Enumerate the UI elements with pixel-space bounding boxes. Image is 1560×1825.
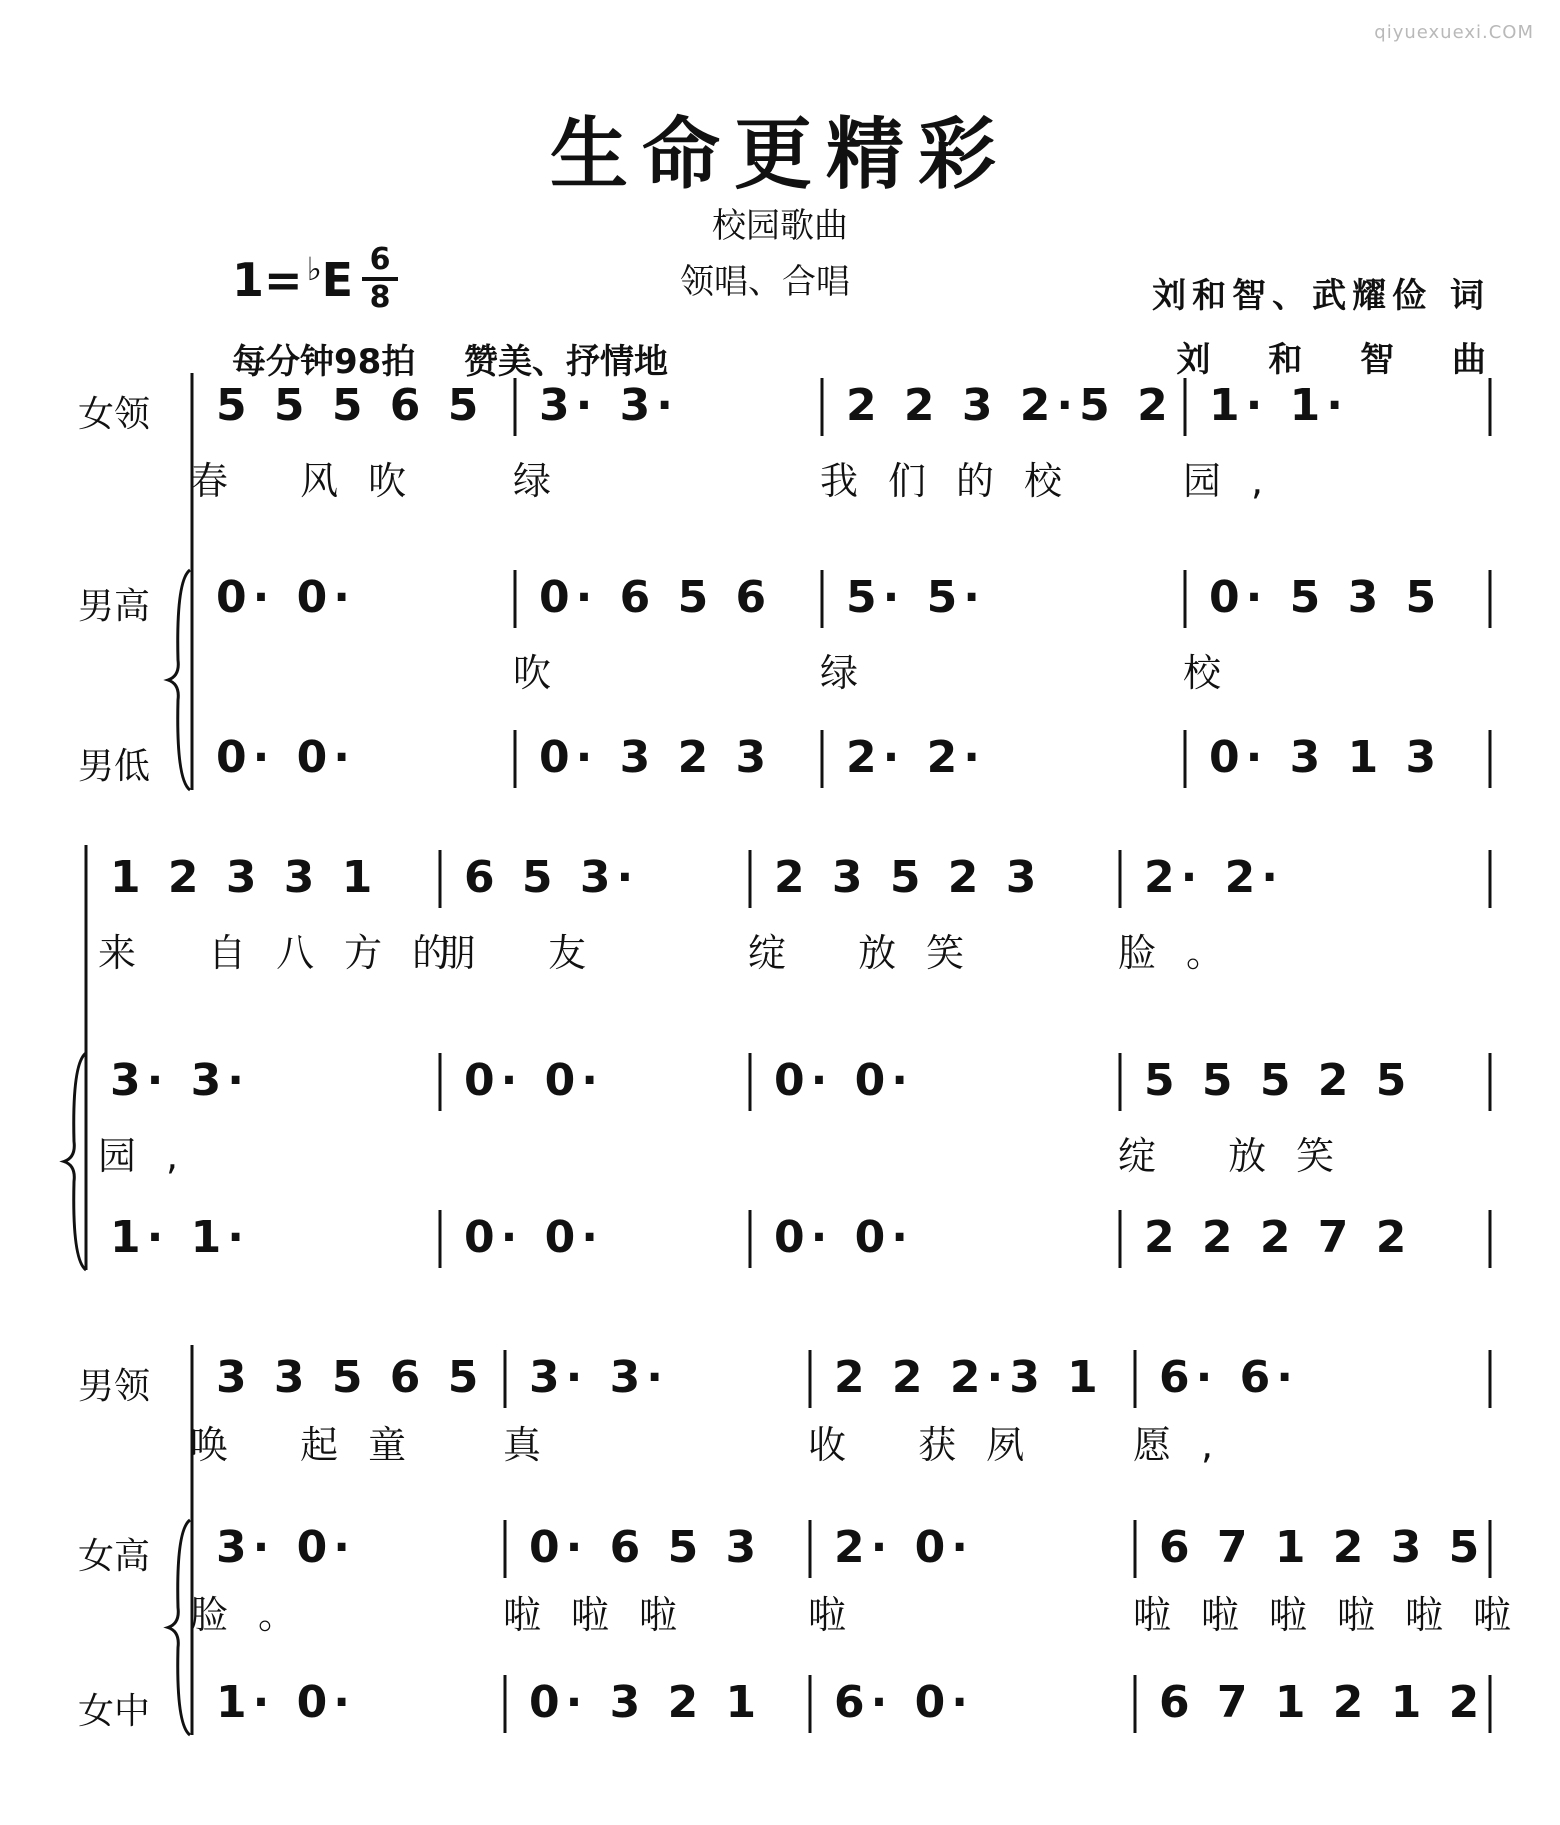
measure-notes: 0· 0· [774,1212,914,1263]
part-label: 男低 [78,746,151,787]
measure-notes: 3 3 5 6 5 [216,1352,485,1403]
key-note: E [321,253,354,307]
measure-lyrics: 脸。 [190,1593,327,1637]
composer-credit: 刘 和 智 曲 [1176,340,1490,380]
measure-notes: 1· 1· [1209,380,1349,431]
measure-lyrics: 脸。 [1118,931,1255,975]
measure-notes: 0· 6 5 6 [539,572,773,623]
measure-lyrics: 园, [98,1134,209,1178]
measure-notes: 1· 1· [110,1212,250,1263]
measure-notes: 2 3 5 2 3 [774,852,1043,903]
measure-notes: 0· 3 2 1 [529,1677,763,1728]
measure-notes: 0· 5 3 5 [1209,572,1443,623]
measure-notes: 6 5 3· [464,852,640,903]
key-base: 1= [232,253,303,307]
measure-lyrics: 园, [1183,459,1294,503]
part-label: 女领 [78,394,151,435]
measure-lyrics: 绽 放笑 [748,931,995,975]
measure-notes: 0· 3 2 3 [539,732,773,783]
measure-lyrics: 啦啦啦 [503,1593,708,1637]
measure-notes: 0· 0· [774,1055,914,1106]
measure-lyrics: 唤 起童 [190,1423,437,1467]
measure-lyrics: 来 自八方的 [98,931,481,975]
expression-marking: 赞美、抒情地 [464,342,668,382]
measure-notes: 3· 0· [216,1522,356,1573]
song-genre: 校园歌曲 [712,206,848,246]
measure-notes: 3· 3· [539,380,679,431]
tempo-marking: 每分钟98拍 [232,342,416,382]
measure-notes: 6· 0· [834,1677,974,1728]
part-label: 男领 [78,1366,151,1407]
measure-notes: 0· 0· [216,732,356,783]
measure-notes: 0· 0· [464,1055,604,1106]
measure-notes: 0· 3 1 3 [1209,732,1443,783]
measure-notes: 5 5 5 2 5 [1144,1055,1413,1106]
measure-notes: 6 7 1 2 1 2 [1159,1677,1486,1728]
brace [64,1053,86,1270]
watermark: qiyuexuexi.COM [1374,22,1534,43]
measure-notes: 6· 6· [1159,1352,1299,1403]
measure-notes: 6 7 1 2 3 5 [1159,1522,1486,1573]
measure-lyrics: 愿, [1133,1423,1244,1467]
time-signature-bottom: 8 [369,280,391,315]
measure-lyrics: 校 [1183,651,1252,695]
measure-notes: 2· 2· [846,732,986,783]
measure-notes: 2 2 2 7 2 [1144,1212,1413,1263]
measure-lyrics: 收 获夙 [808,1423,1055,1467]
measure-lyrics: 春 风吹 [190,459,437,503]
measure-lyrics: 绿 [513,459,582,503]
song-title: 生命更精彩 [549,109,1010,200]
measure-notes: 5 5 5 6 5 [216,380,485,431]
measure-notes: 2· 0· [834,1522,974,1573]
measure-lyrics: 吹 [513,651,582,695]
time-signature-top: 6 [369,242,391,277]
measure-notes: 5· 5· [846,572,986,623]
measure-lyrics: 朋 友 [438,931,617,975]
lyricist-credit: 刘和智、武耀俭 词 [1152,276,1490,316]
measure-lyrics: 啦啦啦啦啦啦 [1133,1593,1542,1637]
part-label: 女中 [78,1691,151,1732]
measure-notes: 3· 3· [529,1352,669,1403]
measure-lyrics: 啦 [808,1593,877,1637]
measure-notes: 0· 0· [216,572,356,623]
measure-lyrics: 绽 放笑 [1118,1134,1365,1178]
performance-form: 领唱、合唱 [680,262,850,302]
measure-lyrics: 绿 [820,651,889,695]
measure-notes: 0· 6 5 3 [529,1522,763,1573]
measure-lyrics: 真 [503,1423,572,1467]
measure-notes: 2· 2· [1144,852,1284,903]
measure-notes: 2 2 2·3 1 [834,1352,1104,1403]
part-label: 男高 [78,586,151,627]
flat-sign: ♭ [306,250,322,288]
measure-notes: 2 2 3 2·5 2 [846,380,1174,431]
measure-notes: 1· 0· [216,1677,356,1728]
measure-notes: 3· 3· [110,1055,250,1106]
part-label: 女高 [78,1536,151,1577]
measure-lyrics: 我们的校 [820,459,1093,503]
measure-notes: 1 2 3 3 1 [110,852,379,903]
measure-notes: 0· 0· [464,1212,604,1263]
